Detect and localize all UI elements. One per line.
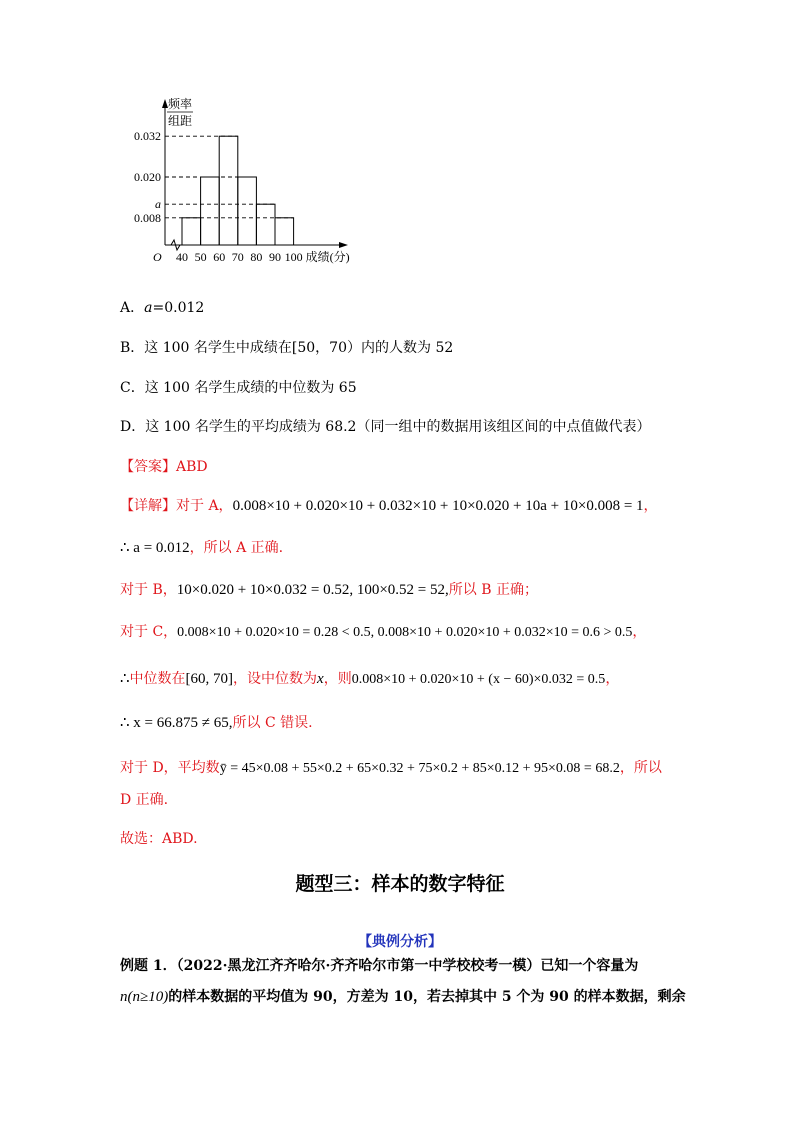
explanation-line-a — [120, 496, 658, 516]
explanation-a-equation: 0.008×10 + 0.020×10 + 0.032×10 + 10×0.020 + 10a + 10×0.008 = 1 — [232, 498, 644, 514]
text: 中位数在 — [129, 671, 186, 687]
bar-90 — [275, 218, 294, 245]
explanation-b-conclusion: 所以 B 正确； — [448, 582, 538, 598]
text: ，所以 — [619, 760, 662, 776]
explanation-b-equation: 10×0.020 + 10×0.032 = 0.52, 100×0.52 = 52, — [176, 582, 449, 598]
x-axis-label: 成绩(分) — [305, 250, 350, 264]
y-tick-label-2: a — [155, 197, 161, 212]
text: ，则 — [323, 671, 352, 687]
x-tick-label-70: 70 — [231, 250, 244, 264]
explanation-line-a-result — [120, 538, 283, 558]
explanation-b-label: 对于 B， — [120, 582, 177, 598]
explanation-a-result-math: ∴ a = 0.012 — [120, 540, 190, 556]
explanation-d-label: 对于 D，平均数 — [120, 760, 220, 776]
median-result-math: ∴ x = 66.875 ≠ 65, — [120, 715, 233, 731]
sample-size-expression: n(n≥10) — [120, 989, 169, 1005]
y-tick-label-3: 0.008 — [134, 210, 161, 225]
final-choice: 故选：ABD. — [120, 831, 198, 847]
explanation-line-d — [120, 758, 662, 779]
explanation-c-label: 对于 C， — [120, 624, 178, 640]
median-var: x — [317, 671, 324, 687]
punct: ， — [643, 498, 658, 514]
section-title: 题型三：样本的数字特征 — [295, 873, 505, 895]
explanation-c-conclusion: 所以 C 错误. — [232, 715, 313, 731]
median-equation: 0.008×10 + 0.020×10 + (x − 60)×0.032 = 0.5 — [351, 672, 606, 687]
median-interval: [60, 70] — [185, 671, 234, 687]
explanation-line-c — [120, 622, 646, 643]
punct: ， — [605, 671, 620, 687]
answer-line — [120, 457, 208, 477]
x-tick-label-60: 60 — [213, 250, 226, 264]
mean-equation: ȳ = 45×0.08 + 55×0.2 + 65×0.32 + 75×0.2 + 85×0.12 + 95×0.08 = 68.2 — [219, 761, 620, 776]
bar-80 — [256, 204, 275, 245]
explanation-a-label: 【详解】对于 A， — [120, 498, 233, 514]
example-heading: 【典例分析】 — [358, 934, 442, 950]
origin-label: O — [153, 250, 162, 264]
explanation-line-median-result — [120, 713, 313, 733]
y-axis-label-denominator: 组距 — [168, 114, 193, 128]
y-tick-label-0: 0.032 — [134, 129, 161, 144]
option-a-value: =0.012 — [152, 300, 205, 316]
x-tick-label-80: 80 — [250, 250, 263, 264]
explanation-line-median — [120, 669, 619, 690]
frequency-histogram — [110, 95, 380, 275]
explanation-line-d-end: D 正确. — [120, 792, 169, 808]
answer-label: 【答案】 — [120, 459, 176, 475]
example-line-2 — [120, 987, 686, 1007]
x-tick-label-90: 90 — [269, 250, 281, 264]
bar-50 — [201, 177, 220, 245]
bar-60 — [219, 136, 238, 245]
example-line-1: 例题 1．（2022·黑龙江齐齐哈尔·齐齐哈尔市第一中学校校考一模）已知一个容量为 — [120, 958, 639, 974]
option-b: B．这 100 名学生中成绩在[50，70）内的人数为 52 — [120, 340, 454, 356]
explanation-a-conclusion: ，所以 A 正确. — [189, 540, 284, 556]
option-a-var: a — [144, 300, 153, 316]
explanation-line-b — [120, 580, 538, 600]
x-tick-label-100: 100 — [284, 250, 303, 264]
answer-value: ABD — [176, 459, 208, 475]
punct: ， — [632, 624, 647, 640]
x-axis-arrow — [339, 242, 348, 248]
text: ，设中位数为 — [233, 671, 318, 687]
therefore-symbol: ∴ — [120, 671, 130, 687]
y-tick-label-1: 0.020 — [134, 170, 161, 184]
y-axis-label-numerator: 频率 — [168, 97, 193, 111]
explanation-c-equation: 0.008×10 + 0.020×10 = 0.28 < 0.5, 0.008×10 + 0.020×10 + 0.032×10 = 0.6 > 0.5 — [177, 625, 633, 640]
option-a — [120, 298, 204, 318]
x-tick-label-40: 40 — [176, 250, 188, 264]
option-c: C．这 100 名学生成绩的中位数为 65 — [120, 380, 357, 396]
bar-40 — [182, 218, 201, 245]
x-tick-label-50: 50 — [194, 250, 207, 264]
option-d: D．这 100 名学生的平均成绩为 68.2（同一组中的数据用该组区间的中点值做代表） — [120, 419, 651, 435]
option-a-prefix: A． — [120, 300, 145, 316]
bar-70 — [238, 177, 257, 245]
example-line-2-text: 的样本数据的平均值为 90，方差为 10，若去掉其中 5 个为 90 的样本数据，剩余 — [168, 989, 686, 1005]
